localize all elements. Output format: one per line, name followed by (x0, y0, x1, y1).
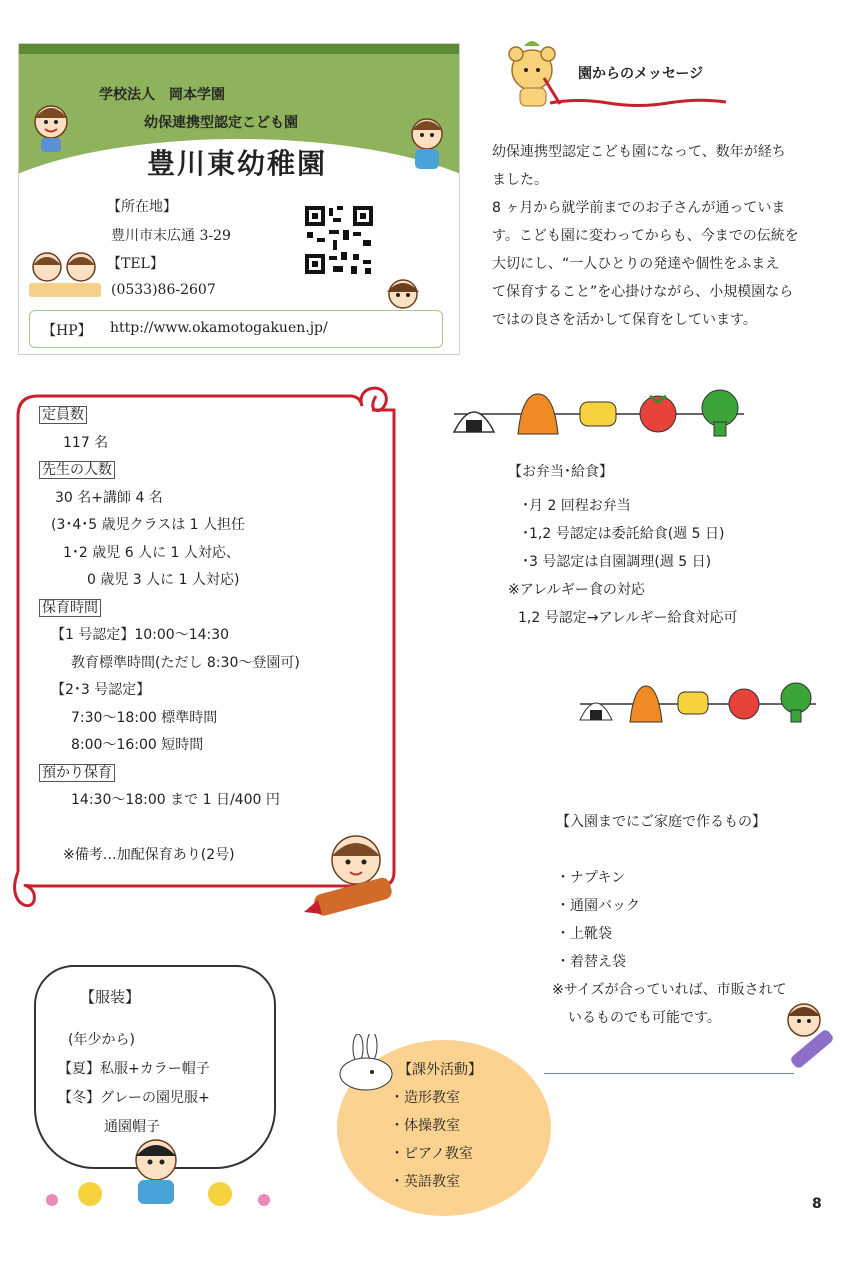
extended-care-label: 預かり保育 (39, 764, 115, 782)
extracurricular-item: ・英語教室 (390, 1174, 460, 1190)
qr-code-icon[interactable] (303, 204, 375, 276)
teachers-note: (3･4･5 歳児クラスは 1 人担任 (51, 517, 246, 533)
allergy-value: 1,2 号認定→アレルギー給食対応可 (518, 610, 738, 626)
kid-with-backpack-icon (405, 114, 449, 174)
message-line: 8 ヶ月から就学前までのお子さんが通っていま (492, 200, 786, 216)
page-number: 8 (812, 1196, 822, 1212)
food-characters-row-icon (444, 386, 756, 442)
lunch-section (508, 458, 738, 632)
tel-label: 【TEL】 (107, 256, 164, 272)
teachers-note: 0 歳児 3 人に 1 人対応) (87, 572, 240, 588)
hours-type1-note: 教育標準時間(ただし 8:30～登園可) (71, 654, 300, 671)
blue-pencil-line (544, 1073, 794, 1074)
capacity-label: 定員数 (39, 406, 87, 424)
extracurricular-item: ・ピアノ教室 (390, 1146, 473, 1162)
hours-type23: 【2･3 号認定】 (51, 682, 151, 698)
hp-label: 【HP】 (42, 323, 92, 339)
hours-label: 保育時間 (39, 599, 101, 617)
extracurricular-title: 【課外活動】 (398, 1062, 482, 1078)
boy-and-chicks-icon (40, 1134, 280, 1220)
uniform-title: 【服装】 (80, 988, 141, 1006)
message-line: 幼保連携型認定こども園になって、数年が経ち (492, 144, 786, 160)
capacity-value: 117 名 (63, 434, 109, 451)
uniform-summer: 【夏】私服+カラー帽子 (58, 1061, 210, 1077)
uniform-from: (年少から) (68, 1032, 135, 1048)
prep-note: ※サイズが合っていれば、市販されて (552, 982, 787, 998)
address-value: 豊川市末広通 3-29 (111, 228, 231, 244)
uniform-winter: 【冬】グレーの園児服+ (58, 1090, 210, 1106)
kids-eating-icon (25, 249, 105, 301)
message-line: す。こども園に変わってからも、今までの伝統を (492, 228, 799, 244)
food-characters-row-small-icon (572, 680, 824, 728)
lunch-item: ･月 2 回程お弁当 (522, 498, 631, 514)
boy-with-crayon-icon (300, 830, 404, 922)
prep-section (552, 808, 787, 1032)
school-subtitle: 幼保連携型認定こども園 (144, 115, 298, 131)
hours-type23-standard: 7:30～18:00 標準時間 (71, 709, 218, 726)
lunch-item: ･3 号認定は自園調理(週 5 日) (522, 554, 712, 570)
hp-link[interactable]: http://www.okamotogakuen.jp/ (110, 320, 328, 336)
red-underline (548, 96, 728, 108)
school-info-card (18, 43, 460, 355)
school-corp-name: 学校法人 岡本学園 (99, 87, 225, 103)
prep-item: ・ナプキン (556, 870, 626, 886)
extracurricular-item: ・造形教室 (390, 1090, 460, 1106)
tel-value: (0533)86-2607 (111, 282, 216, 298)
prep-note: いるものでも可能です。 (568, 1010, 721, 1026)
message-line: ではの良さを活かして保育をしています。 (492, 312, 757, 328)
prep-item: ・上靴袋 (556, 926, 612, 942)
allergy-title: ※アレルギー食の対応 (508, 582, 645, 598)
hours-type1: 【1 号認定】10:00～14:30 (51, 627, 230, 643)
teachers-note: 1･2 歳児 6 人に 1 人対応、 (63, 544, 240, 561)
teachers-value: 30 名+講師 4 名 (55, 489, 163, 506)
prep-title: 【入園までにご家庭で作るもの】 (556, 814, 766, 830)
remark: ※備考…加配保育あり(2号) (63, 846, 235, 863)
address-label: 【所在地】 (107, 199, 177, 215)
extracurricular-section (380, 1056, 482, 1196)
teachers-label: 先生の人数 (39, 461, 115, 479)
extended-care-value: 14:30～18:00 まで 1 日/400 円 (71, 792, 280, 808)
message-line: て保育すること”を心掛けながら、小規模園なら (492, 284, 794, 300)
lunch-title: 【お弁当･給食】 (508, 464, 613, 480)
extracurricular-item: ・体操教室 (390, 1118, 460, 1134)
message-line: ました。 (492, 172, 548, 188)
prep-item: ・着替え袋 (556, 954, 626, 970)
info-block (39, 402, 300, 869)
uniform-winter-hat: 通園帽子 (104, 1119, 160, 1135)
school-name: 豊川東幼稚園 (147, 147, 328, 180)
card-top-stripe (19, 44, 459, 54)
message-body (492, 138, 818, 334)
message-title: 園からのメッセージ (578, 66, 704, 82)
message-line: 大切にし、“一人ひとりの発達や個性をふまえ (492, 256, 780, 272)
hp-box (29, 310, 443, 348)
waving-kid-icon (27, 102, 77, 156)
uniform-section (58, 983, 210, 1142)
girl-with-pencil-icon (776, 998, 842, 1078)
lunch-item: ･1,2 号認定は委託給食(週 5 日) (522, 526, 725, 542)
hours-type23-short: 8:00～16:00 短時間 (71, 737, 204, 753)
prep-item: ・通園バック (556, 898, 640, 914)
girl-face-icon (377, 274, 429, 310)
